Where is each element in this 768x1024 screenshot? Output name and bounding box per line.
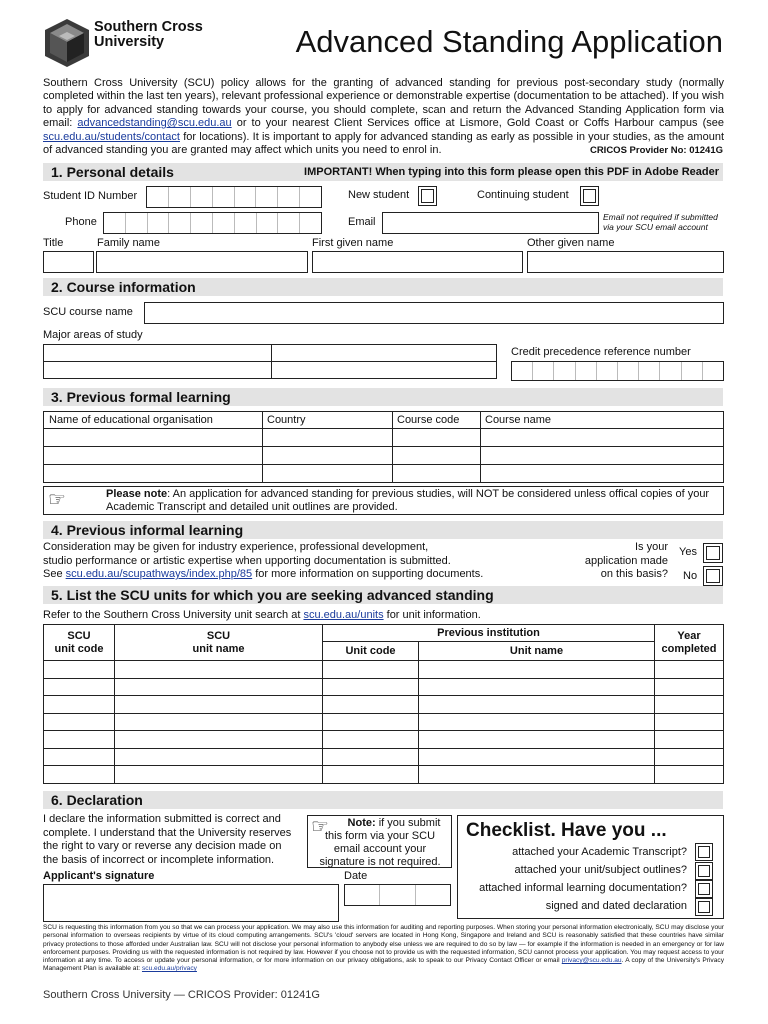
no-label: No [683, 570, 698, 582]
scupathways-link[interactable]: scu.edu.au/scupathways/index.php/85 [65, 568, 253, 580]
table-row [44, 465, 724, 483]
table-row [44, 678, 724, 696]
col-header-course-name: Course name [481, 412, 724, 429]
title-input[interactable] [43, 251, 94, 273]
checklist-checkbox-3[interactable] [695, 880, 713, 898]
unit-search-text: Refer to the Southern Cross University unit search at scu.edu.au/units for unit information. [43, 609, 481, 621]
section-previous-formal-learning [43, 388, 723, 406]
major-areas-label: Major areas of study [43, 329, 143, 341]
section-course-information [43, 278, 723, 296]
checklist-checkbox-4[interactable] [695, 898, 713, 916]
table-row [44, 661, 724, 679]
email-label: Email [348, 216, 376, 228]
logo-text [94, 20, 203, 50]
col-header-organisation: Name of educational organisation [44, 412, 263, 429]
family-name-input[interactable] [96, 251, 308, 273]
yes-checkbox[interactable] [703, 543, 723, 563]
checklist-item-1: attached your Academic Transcript? [512, 846, 687, 858]
other-given-name-label: Other given name [527, 237, 615, 249]
checklist-checkbox-2[interactable] [695, 862, 713, 880]
title-label: Title [43, 237, 64, 249]
contact-link[interactable]: scu.edu.au/students/contact [43, 130, 180, 143]
signature-label: Applicant's signature [43, 870, 155, 882]
important-notice: IMPORTANT! When typing into this form please open this PDF in Adobe Reader [304, 166, 719, 178]
col-header-year-completed: Year completed [655, 625, 724, 661]
date-input[interactable] [344, 884, 451, 906]
col-header-unit-code: Unit code [323, 642, 419, 661]
phone-label: Phone [65, 216, 97, 228]
pointing-hand-icon: ☞ [48, 489, 66, 511]
logo-line-1: Southern Cross [94, 19, 203, 35]
informal-question: Is your application made on this basis? [584, 541, 668, 580]
table-row [44, 447, 724, 465]
section-previous-informal-learning [43, 521, 723, 539]
major-area-cell[interactable] [44, 362, 272, 379]
privacy-email-link[interactable]: privacy@scu.edu.au [561, 957, 622, 965]
informal-learning-text: Consideration may be given for industry experience, professional development, studio performance or artistic expertise when upporting documentation is submitted. See scu.edu.au/scupathways/index.php/85 for more information on supporting documents. [43, 541, 484, 580]
col-header-scu-unit-code: SCU unit code [44, 625, 115, 661]
credit-precedence-label: Credit precedence reference number [511, 346, 691, 358]
table-row [44, 713, 724, 731]
advanced-standing-email-link[interactable]: advancedstanding@scu.edu.au [77, 117, 232, 130]
table-row [44, 731, 724, 749]
section-6-heading: 6. Declaration [51, 792, 143, 808]
section-4-heading: 4. Previous informal learning [51, 522, 244, 538]
checklist-panel [457, 815, 724, 919]
new-student-checkbox[interactable] [418, 186, 437, 206]
signature-note: ☞ Note: if you submit this form via your SCU email account your signature is not required. [307, 815, 452, 868]
section-declaration [43, 791, 723, 809]
email-input[interactable] [382, 212, 599, 234]
formal-learning-table [43, 411, 724, 483]
table-row [44, 748, 724, 766]
checklist-checkbox-1[interactable] [695, 843, 713, 861]
major-area-cell[interactable] [272, 362, 497, 379]
table-row [44, 429, 724, 447]
logo-shield-icon [43, 18, 91, 68]
col-header-country: Country [263, 412, 393, 429]
col-header-unit-name: Unit name [419, 642, 655, 661]
no-checkbox[interactable] [703, 566, 723, 586]
section-personal-details [43, 163, 723, 181]
table-row [44, 696, 724, 714]
section-1-heading: 1. Personal details [51, 164, 174, 180]
checklist-title: Checklist. Have you ... [466, 820, 667, 841]
logo-line-2: University [94, 34, 165, 50]
continuing-student-label: Continuing student [477, 189, 569, 201]
course-name-label: SCU course name [43, 306, 133, 318]
checklist-item-4: signed and dated declaration [545, 900, 687, 912]
major-area-cell[interactable] [272, 345, 497, 362]
yes-label: Yes [679, 546, 697, 558]
phone-input[interactable] [103, 212, 322, 234]
checklist-item-3: attached informal learning documentation? [479, 882, 687, 894]
major-areas-grid [43, 344, 497, 379]
pointing-hand-icon: ☞ [311, 816, 329, 838]
col-header-course-code: Course code [393, 412, 481, 429]
first-given-name-label: First given name [312, 237, 394, 249]
major-area-cell[interactable] [44, 345, 272, 362]
intro-paragraph: Southern Cross University (SCU) policy allows for the granting of advanced standing for previous post-secondary study (normally completed within the last ten years), relevant professional experience or demonstrable expertise (documentation to be attached). If you wish to apply for advanced standing towards your course, you should complete, scan and return the Advanced Standing Application form via email: advancedstanding@scu.edu.au or to your nearest Client Services office at Lismore, Gold Coast or Coffs Harbour campus (see scu.edu.au/students/contact for locations). It is important to apply for advanced standing as early as possible in your studies, as the amount of advanced standing you are granted may affect which units you need to enrol in. [43, 77, 724, 157]
university-logo [43, 18, 91, 68]
course-name-input[interactable] [144, 302, 724, 324]
student-id-label: Student ID Number [43, 190, 138, 202]
other-given-name-input[interactable] [527, 251, 724, 273]
scu-units-table [43, 624, 724, 784]
section-2-heading: 2. Course information [51, 279, 196, 295]
new-student-label: New student [348, 189, 410, 201]
unit-search-link[interactable]: scu.edu.au/units [303, 609, 384, 621]
table-row [44, 766, 724, 784]
continuing-student-checkbox[interactable] [580, 186, 599, 206]
privacy-plan-link[interactable]: scu.edu.au/privacy [141, 965, 197, 973]
col-header-previous-institution: Previous institution [323, 625, 655, 642]
email-note: Email not required if submitted via your SCU email account [603, 212, 718, 232]
family-name-label: Family name [97, 237, 160, 249]
cricos-number: CRICOS Provider No: 01241G [589, 145, 723, 156]
section-scu-units [43, 586, 723, 604]
formal-learning-note: ☞ Please note: An application for advanced standing for previous studies, will NOT be considered unless offical copies of your Academic Transcript and detailed unit outlines are provided. [43, 486, 724, 515]
first-given-name-input[interactable] [312, 251, 523, 273]
page-title: Advanced Standing Application [295, 24, 723, 59]
section-5-heading: 5. List the SCU units for which you are seeking advanced standing [51, 587, 494, 603]
credit-precedence-input[interactable] [511, 361, 724, 381]
signature-input[interactable] [43, 884, 339, 922]
declaration-text: I declare the information submitted is correct and complete. I understand that the University reserves the right to vary or reverse any decision made on the basis of incorrect or incomplete information. [43, 813, 292, 866]
footer: Southern Cross University — CRICOS Provider: 01241G [43, 989, 320, 1001]
section-3-heading: 3. Previous formal learning [51, 389, 231, 405]
privacy-statement: SCU is requesting this information from you so that we can process your application. We may also use this information for auditing and reporting purposes. When storing your personal information electronically, SCU may disclose your personal information to overseas recipients by virtue of its cloud computing arrangements. SCU's 'cloud' servers are located in Hong Kong, Singapore and Ireland and SCU is reasonably satisfied that these countries have similar privacy protections to those afforded under Australian law. SCU will not disclose your personal information to anybody else unless we are required to do so by law — for example if the information is needed in an emergency or for law enforcement purposes. Providing us with the requested information is not required by law. However if you choose not to provide us with the requested information, SCU cannot process your application. You may request access to your information at any time. To access or update your personal information, or for more information on our privacy obligations, ask to speak to our Privacy Contact Officer or email privacy@scu.edu.au. A copy of the University's Privacy Management Plan is available at: scu.edu.au/privacy [43, 924, 724, 973]
student-id-input[interactable] [146, 186, 322, 208]
date-label: Date [344, 870, 368, 882]
col-header-scu-unit-name: SCU unit name [115, 625, 323, 661]
checklist-item-2: attached your unit/subject outlines? [514, 864, 687, 876]
